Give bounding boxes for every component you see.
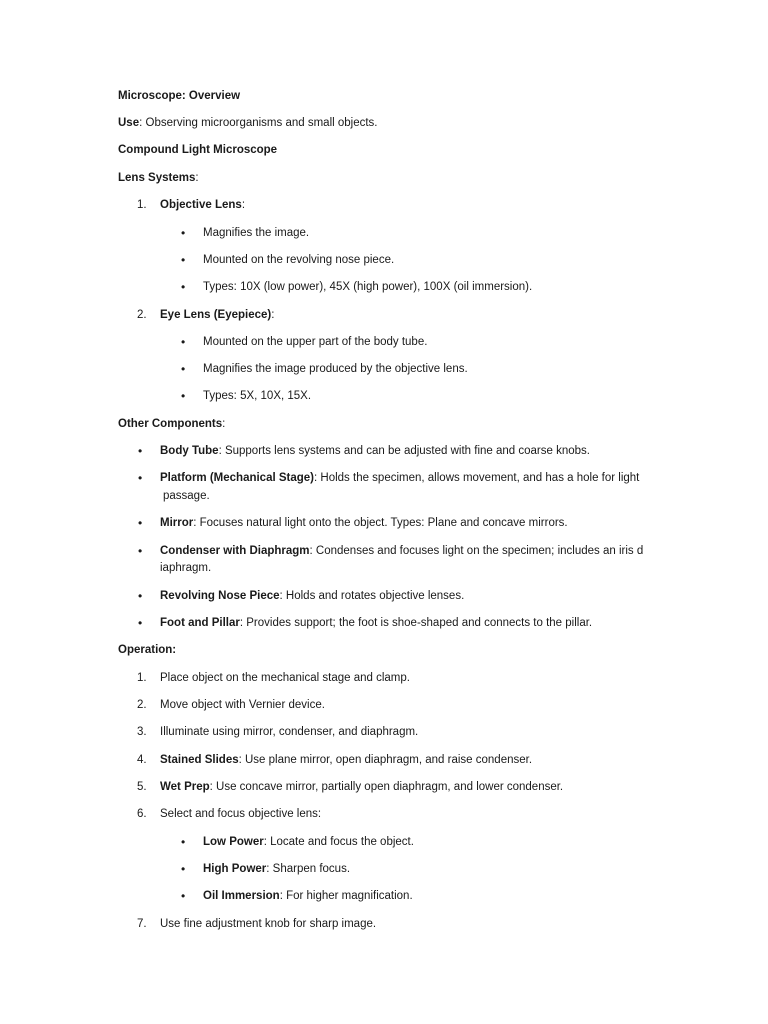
operation-step: Place object on the mechanical stage and clamp. (160, 672, 410, 684)
list-number: 6. (137, 808, 147, 820)
component-item-continued: passage. (163, 490, 210, 502)
focus-item: Oil Immersion: For higher magnification. (203, 890, 413, 902)
component-item: Condenser with Diaphragm: Condenses and focuses light on the specimen; includes an iris d (160, 545, 644, 557)
list-item: Mounted on the revolving nose piece. (203, 254, 395, 266)
list-number: 2. (137, 699, 147, 711)
bullet-icon: • (138, 589, 143, 603)
compound-heading: Compound Light Microscope (118, 144, 278, 156)
bullet-icon: • (138, 516, 143, 530)
bullet-icon: • (138, 471, 143, 485)
list-number: 2. (137, 309, 147, 321)
component-item: Revolving Nose Piece: Holds and rotates objective lenses. (160, 590, 465, 602)
focus-item: High Power: Sharpen focus. (203, 863, 351, 875)
bullet-icon: • (181, 889, 186, 903)
bullet-icon: • (181, 253, 186, 267)
list-item: Types: 10X (low power), 45X (high power), 100X (oil immersion). (203, 281, 533, 293)
operation-step: Wet Prep: Use concave mirror, partially open diaphragm, and lower condenser. (160, 781, 564, 793)
focus-item: Low Power: Locate and focus the object. (203, 836, 414, 848)
operation-step: Use fine adjustment knob for sharp image. (160, 918, 377, 930)
operation-step: Select and focus objective lens: (160, 808, 322, 820)
use-line: Use: Observing microorganisms and small objects. (118, 117, 378, 129)
eye-lens-item: Eye Lens (Eyepiece): (160, 309, 275, 321)
bullet-icon: • (138, 444, 143, 458)
bullet-icon: • (138, 544, 143, 558)
list-item: Types: 5X, 10X, 15X. (203, 390, 312, 402)
other-components-heading: Other Components: (118, 418, 226, 430)
list-item: Magnifies the image produced by the objective lens. (203, 363, 468, 375)
list-number: 1. (137, 199, 147, 211)
lens-systems-heading: Lens Systems: (118, 172, 199, 184)
component-item: Platform (Mechanical Stage): Holds the specimen, allows movement, and has a hole for light (160, 472, 640, 484)
list-number: 4. (137, 754, 147, 766)
bullet-icon: • (181, 226, 186, 240)
bullet-icon: • (181, 280, 186, 294)
bullet-icon: • (181, 835, 186, 849)
list-number: 3. (137, 726, 147, 738)
operation-step: Move object with Vernier device. (160, 699, 325, 711)
objective-lens-item: Objective Lens: (160, 199, 246, 211)
component-item: Body Tube: Supports lens systems and can be adjusted with fine and coarse knobs. (160, 445, 590, 457)
list-number: 1. (137, 672, 147, 684)
list-number: 5. (137, 781, 147, 793)
bullet-icon: • (181, 362, 186, 376)
operation-step: Illuminate using mirror, condenser, and diaphragm. (160, 726, 419, 738)
operation-step: Stained Slides: Use plane mirror, open diaphragm, and raise condenser. (160, 754, 533, 766)
list-item: Magnifies the image. (203, 227, 310, 239)
list-item: Mounted on the upper part of the body tube. (203, 336, 428, 348)
bullet-icon: • (181, 862, 186, 876)
component-item-continued: iaphragm. (160, 562, 212, 574)
operation-heading: Operation: (118, 644, 177, 656)
component-item: Foot and Pillar: Provides support; the foot is shoe-shaped and connects to the pillar. (160, 617, 593, 629)
list-number: 7. (137, 918, 147, 930)
component-item: Mirror: Focuses natural light onto the object. Types: Plane and concave mirrors. (160, 517, 568, 529)
bullet-icon: • (181, 389, 186, 403)
page-title: Microscope: Overview (118, 90, 241, 102)
bullet-icon: • (181, 335, 186, 349)
bullet-icon: • (138, 616, 143, 630)
